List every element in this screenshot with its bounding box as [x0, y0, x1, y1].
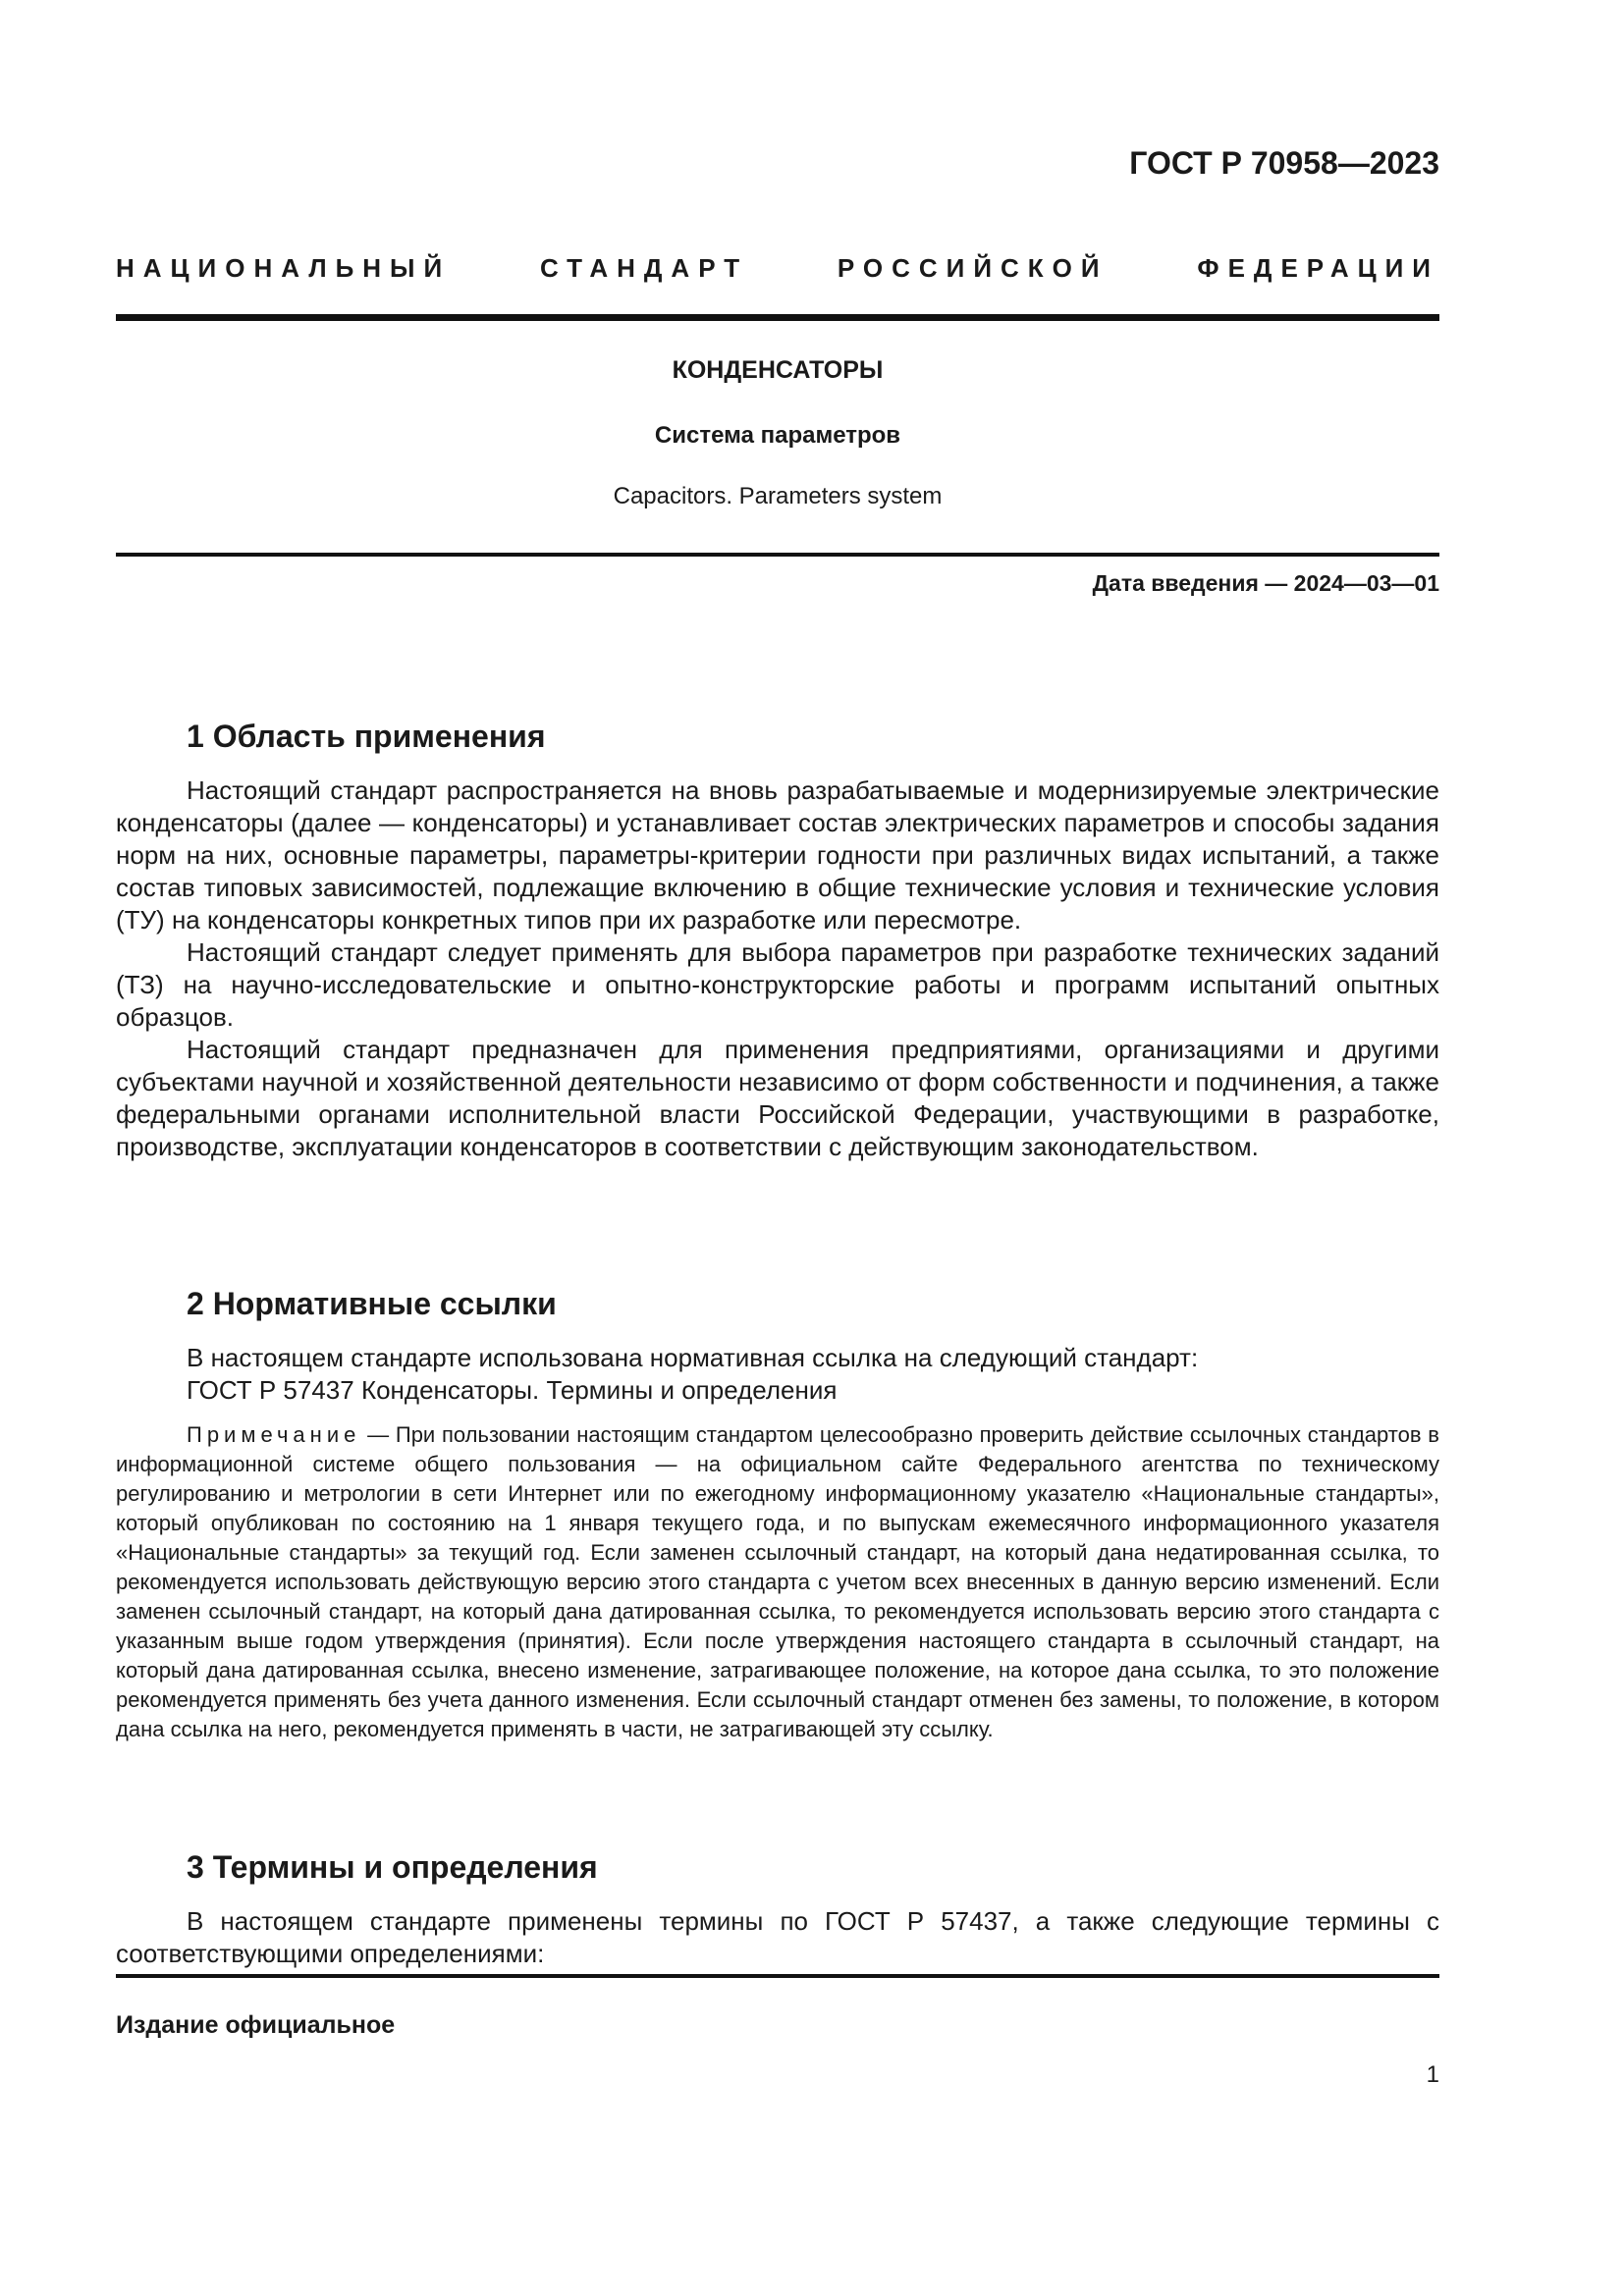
section-heading: 3 Термины и определения	[187, 1849, 598, 1885]
paragraph: Настоящий стандарт следует применять для выбора параметров при разработке технических заданий (ТЗ) на научно-исследовательские и опытно-конструкторские работы и программ испытаний опытных образцов.	[116, 937, 1439, 1032]
document-title: КОНДЕНСАТОРЫ	[672, 356, 884, 384]
document-page	[116, 0, 1439, 2296]
note	[116, 1420, 1439, 1744]
title-divider	[116, 553, 1439, 557]
note-text: — При пользовании настоящим стандартом целесообразно проверить действие ссылочных стандартов в информационной системе общего пользования — на официальном сайте Федерального агентства по техническому регулированию и метрологии в сети Интернет или по ежегодному информационному указателю «Национальные стандарты», который опубликован по состоянию на 1 января текущего года, и по выпускам ежемесячного информационного указателя «Национальные стандарты» за текущий год. Если заменен ссылочный стандарт, на который дана недатированная ссылка, то рекомендуется использовать действующую версию этого стандарта с учетом всех внесенных в данную версию изменений. Если заменен ссылочный стандарт, на который дана датированная ссылка, то рекомендуется использовать версию этого стандарта с указанным выше годом утверждения (принятия). Если после утверждения настоящего стандарта в ссылочный стандарт, на который дана датированная ссылка, внесено изменение, затрагивающее положение, на которое дана ссылка, то это положение рекомендуется применять без учета данного изменения. Если ссылочный стандарт отменен без замены, то положение, в котором дана ссылка на него, рекомендуется применять в части, не затрагивающей эту ссылку.	[116, 1422, 1439, 1741]
page-number: 1	[1426, 2061, 1439, 2088]
paragraph: Настоящий стандарт распространяется на вновь разрабатываемые и модернизируемые электрические конденсаторы (далее — конденсаторы) и устанавливает состав электрических параметров и способы задания норм на них, основные параметры, параметры-критерии годности при различных видах испытаний, а также состав типовых зависимостей, подлежащие включению в общие технические условия и технические условия (ТУ) на конденсаторы конкретных типов при их разработке или пересмотре.	[116, 775, 1439, 934]
section-scope	[116, 719, 1439, 1163]
paragraph: В настоящем стандарте применены термины по ГОСТ Р 57437, а также следующие термины с соответствующими определениями:	[116, 1906, 1439, 1968]
reference-entry: ГОСТ Р 57437 Конденсаторы. Термины и определения	[187, 1375, 838, 1405]
footer-divider	[116, 1974, 1439, 1978]
document-subtitle: Система параметров	[654, 422, 901, 449]
paragraph: Настоящий стандарт предназначен для применения предприятиями, организациями и другими субъектами научной и хозяйственной деятельности независимо от форм собственности и подчинения, а также федеральными органами исполнительной власти Российской Федерации, участвующими в разработке, производстве, эксплуатации конденсаторов в соответствии с действующим законодательством.	[116, 1035, 1439, 1161]
edition-label: Издание официальное	[116, 2011, 396, 2039]
section-terms	[116, 1849, 1439, 1970]
top-divider	[116, 314, 1439, 321]
national-standard-banner: НАЦИОНАЛЬНЫЙ СТАНДАРТ РОССИЙСКОЙ ФЕДЕРАЦИИ	[116, 253, 1439, 283]
english-title: Capacitors. Parameters system	[613, 483, 943, 509]
section-references	[116, 1286, 1439, 1744]
section-heading: 1 Область применения	[187, 719, 546, 754]
effective-date: Дата введения — 2024—03—01	[1092, 570, 1439, 596]
references-intro: В настоящем стандарте использована нормативная ссылка на следующий стандарт:	[187, 1343, 1199, 1372]
note-label: Примечание	[187, 1422, 361, 1447]
section-heading: 2 Нормативные ссылки	[187, 1286, 557, 1321]
standard-number: ГОСТ Р 70958—2023	[1129, 145, 1439, 181]
